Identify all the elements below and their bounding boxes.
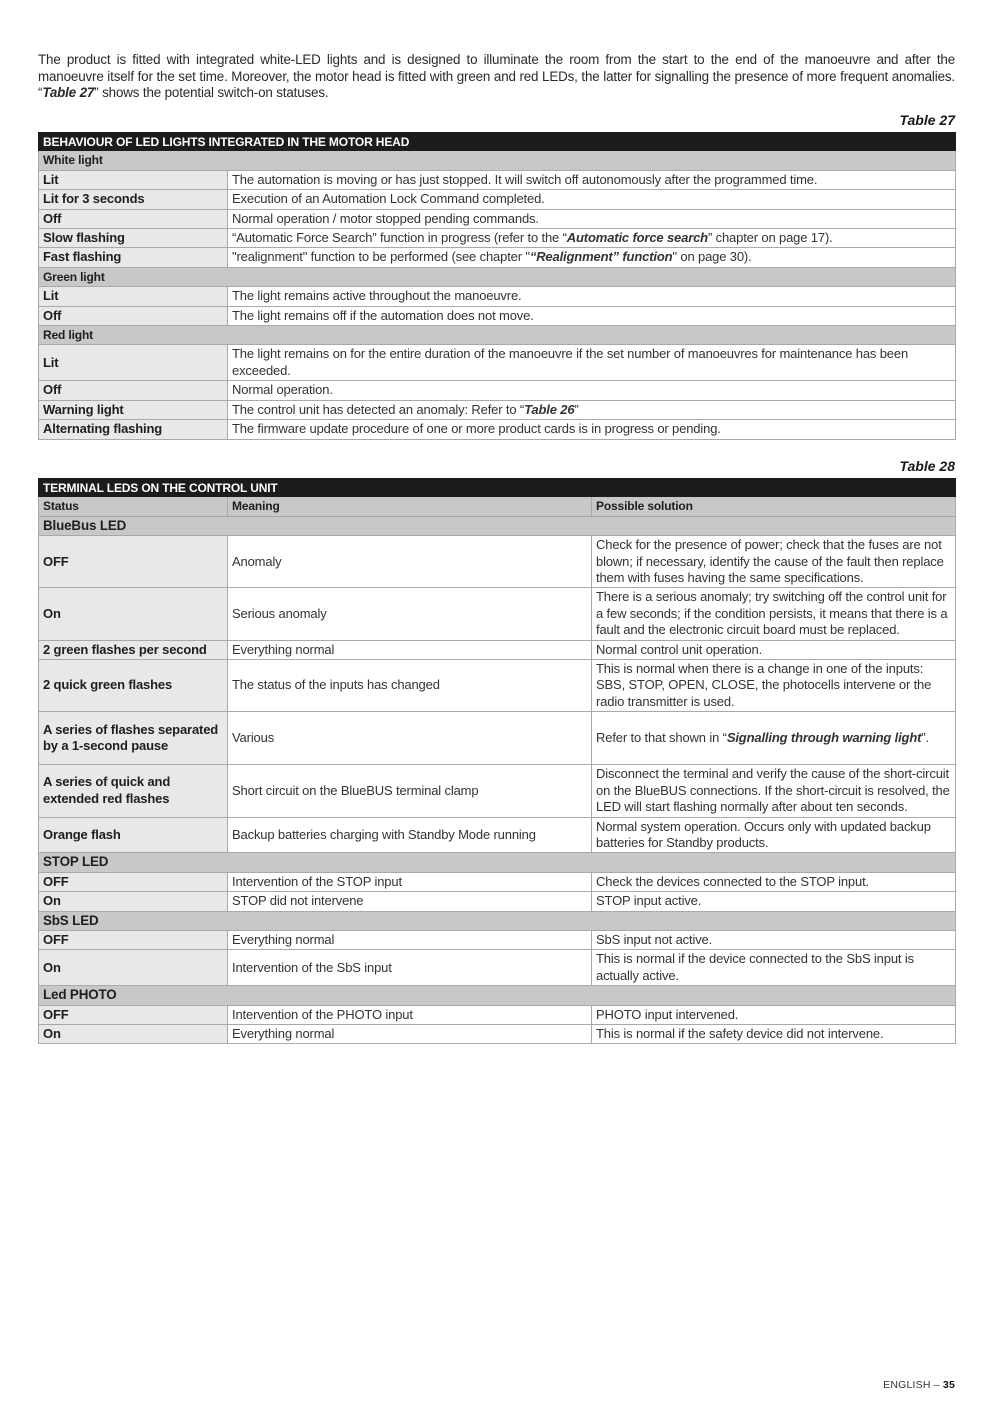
page-footer [883,1379,955,1391]
status-key: On [39,892,228,911]
table27-section-red: Red light [39,326,956,345]
status-key: A series of flashes separated by a 1-second pause [39,712,228,765]
table-row [39,420,956,439]
solution-cell: Check for the presence of power; check that the fuses are not blown; if necessary, identify the cause of the fault then replace them with fuses having the same specifications. [592,536,956,588]
table-row [39,588,956,640]
solution-cell [592,712,956,765]
description-text: The control unit has detected an anomaly: Refer to “ [232,401,525,417]
status-key: OFF [39,930,228,949]
table-row [39,872,956,891]
table27-label: Table 27 [899,112,955,128]
status-key: OFF [39,536,228,588]
meaning-cell: Backup batteries charging with Standby Mode running [228,817,592,853]
table-row [39,287,956,306]
status-key: A series of quick and extended red flashes [39,765,228,817]
intro-text-after: ” shows the potential switch-on statuses. [94,85,329,101]
solution-text: ”. [921,730,929,746]
meaning-cell: Serious anomaly [228,588,592,640]
meaning-cell: Various [228,712,592,765]
solution-cell: Disconnect the terminal and verify the cause of the short-circuit on the BlueBUS connections. If the short-circuit is resolved, the LED will start flashing normally after about ten seconds. [592,765,956,817]
intro-paragraph [38,52,955,102]
status-key: Lit [39,287,228,306]
status-key: Lit [39,170,228,189]
status-key: On [39,588,228,640]
status-key: Warning light [39,400,228,419]
status-key: Lit for 3 seconds [39,190,228,209]
table-row [39,1024,956,1043]
page-number: 35 [942,1379,955,1391]
meaning-cell: Intervention of the STOP input [228,872,592,891]
status-key: Orange flash [39,817,228,853]
table-row [39,892,956,911]
status-key: Fast flashing [39,248,228,267]
description-text: " on page 30). [672,249,752,265]
table27-title: BEHAVIOUR OF LED LIGHTS INTEGRATED IN THE MOTOR HEAD [39,133,956,151]
table-row [39,950,956,986]
meaning-cell: The status of the inputs has changed [228,660,592,712]
table-row [39,660,956,712]
status-key: On [39,1024,228,1043]
column-header-meaning: Meaning [228,497,592,516]
footer-language: ENGLISH – [883,1379,943,1391]
column-header-status: Status [39,497,228,516]
solution-cell: Check the devices connected to the STOP input. [592,872,956,891]
status-key: Alternating flashing [39,420,228,439]
meaning-cell: Everything normal [228,930,592,949]
solution-cell: This is normal if the safety device did not intervene. [592,1024,956,1043]
solution-cell: Normal control unit operation. [592,640,956,659]
column-header-solution: Possible solution [592,497,956,516]
solution-cell: PHOTO input intervened. [592,1005,956,1024]
status-key: Off [39,381,228,400]
status-key: Slow flashing [39,229,228,248]
meaning-cell: Intervention of the SbS input [228,950,592,986]
intro-text-before: The product is fitted with integrated white-LED lights and is designed to illuminate the room from the start to the end of the manoeuvre and after the manoeuvre itself for the set time. Moreover, the motor head is fitted with green and red LEDs, the latter for signalling the presence of more frequent anomalies. “ [38,52,955,101]
chapter-reference: Signalling through warning light [726,730,922,746]
status-key: On [39,950,228,986]
table-row [39,209,956,228]
table28-section-stop: STOP LED [39,853,956,872]
status-description: The automation is moving or has just stopped. It will switch off autonomously after the programmed time. [228,170,956,189]
solution-cell: STOP input active. [592,892,956,911]
table-row [39,306,956,325]
status-key: Off [39,306,228,325]
column-header-row [39,497,956,516]
table-row [39,248,956,267]
description-text: ” chapter on page 17). [707,230,833,246]
description-text: ” [574,401,579,417]
meaning-cell: Everything normal [228,1024,592,1043]
status-description [228,248,956,267]
status-key: Off [39,209,228,228]
table-row [39,536,956,588]
table-row [39,400,956,419]
description-text: "realignment" function to be performed (see chapter " [232,249,530,265]
table28-label: Table 28 [899,458,955,474]
status-key: OFF [39,1005,228,1024]
table28 [38,478,956,1044]
table28-section-bluebus: BlueBus LED [39,516,956,535]
table28-section-photo: Led PHOTO [39,986,956,1005]
solution-cell: Normal system operation. Occurs only with updated backup batteries for Standby products. [592,817,956,853]
meaning-cell: STOP did not intervene [228,892,592,911]
status-key: Lit [39,345,228,381]
status-description: The light remains active throughout the manoeuvre. [228,287,956,306]
status-key: 2 quick green flashes [39,660,228,712]
table28-title: TERMINAL LEDS ON THE CONTROL UNIT [39,479,956,497]
table-row [39,190,956,209]
solution-cell: This is normal if the device connected to the SbS input is actually active. [592,950,956,986]
chapter-reference: Automatic force search [566,230,708,246]
solution-cell: This is normal when there is a change in one of the inputs: SBS, STOP, OPEN, CLOSE, the photocells intervene or the radio transmitter is used. [592,660,956,712]
status-description: The light remains off if the automation does not move. [228,306,956,325]
meaning-cell: Anomaly [228,536,592,588]
table27 [38,132,956,440]
table-row [39,170,956,189]
status-description: Normal operation / motor stopped pending commands. [228,209,956,228]
intro-table-ref: Table 27 [42,85,95,101]
table-row [39,817,956,853]
table-row [39,345,956,381]
table28-section-sbs: SbS LED [39,911,956,930]
table-reference: Table 26 [524,401,575,417]
chapter-reference: “Realignment” function [529,249,673,265]
table27-section-green: Green light [39,267,956,286]
meaning-cell: Short circuit on the BlueBUS terminal clamp [228,765,592,817]
solution-cell: SbS input not active. [592,930,956,949]
table-row [39,1005,956,1024]
solution-text: Refer to that shown in “ [596,730,727,746]
status-key: 2 green flashes per second [39,640,228,659]
status-description [228,400,956,419]
meaning-cell: Intervention of the PHOTO input [228,1005,592,1024]
status-description: The firmware update procedure of one or more product cards is in progress or pending. [228,420,956,439]
table27-section-white: White light [39,151,956,170]
description-text: “Automatic Force Search” function in progress (refer to the “ [232,230,567,246]
table-row [39,765,956,817]
solution-cell: There is a serious anomaly; try switching off the control unit for a few seconds; if the condition persists, it means that there is a fault and the electronic circuit board must be replaced. [592,588,956,640]
table-row [39,640,956,659]
status-description: Normal operation. [228,381,956,400]
status-description: Execution of an Automation Lock Command completed. [228,190,956,209]
status-description: The light remains on for the entire duration of the manoeuvre if the set number of manoeuvres for maintenance has been exceeded. [228,345,956,381]
table-row [39,712,956,765]
status-description [228,229,956,248]
table-row [39,229,956,248]
table-row [39,381,956,400]
status-key: OFF [39,872,228,891]
meaning-cell: Everything normal [228,640,592,659]
table-row [39,930,956,949]
